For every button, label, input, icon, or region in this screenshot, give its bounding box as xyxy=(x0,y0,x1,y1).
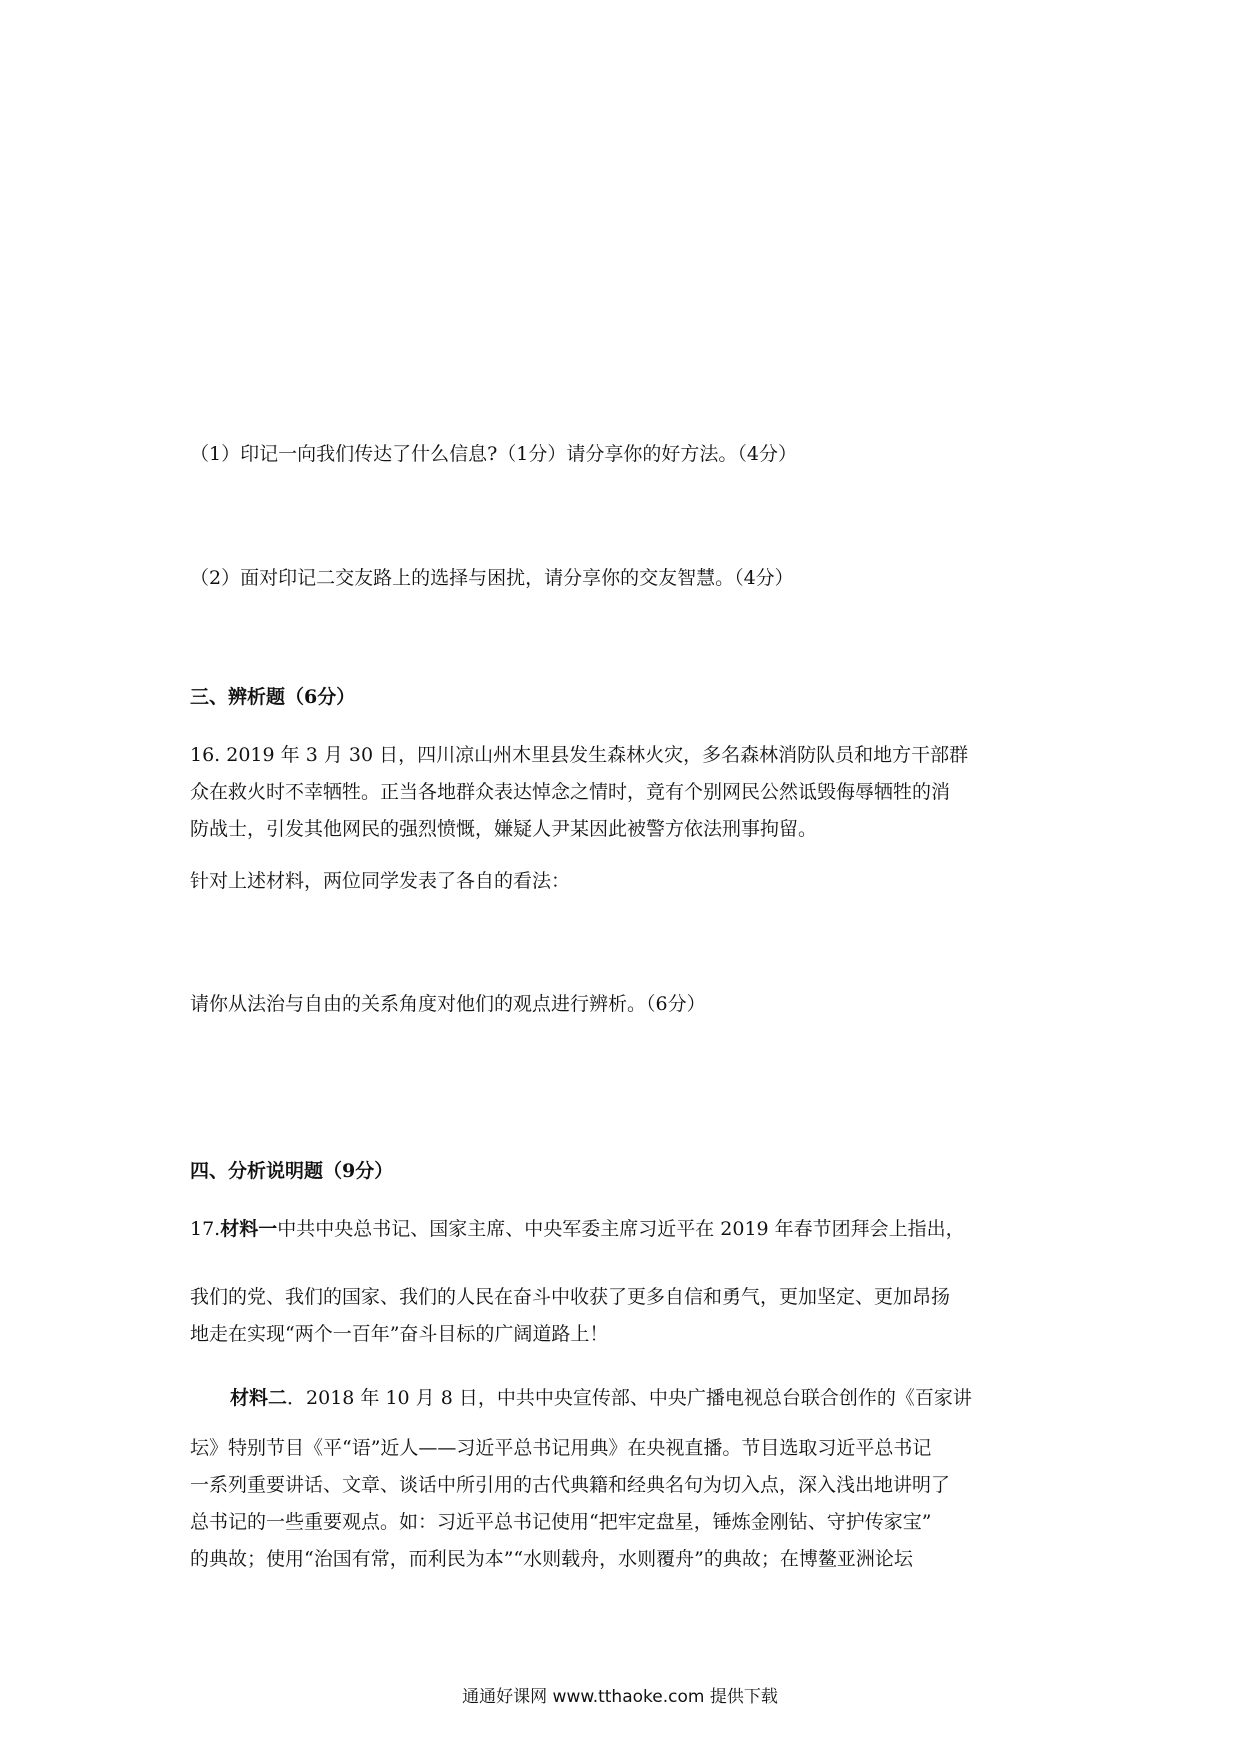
question-17-material-1-line-3: 地走在实现“两个一百年”奋斗目标的广阔道路上！ xyxy=(190,1323,609,1345)
question-16-line-1: 16. 2019 年 3 月 30 日，四川凉山州木里县发生森林火灾，多名森林消防队员和地方干部群 xyxy=(190,744,969,766)
section-4-heading: 四、分析说明题（9分） xyxy=(190,1160,394,1182)
question-17-material-2-line-4: 总书记的一些重要观点。如：习近平总书记使用“把牢定盘星，锤炼金刚钻、守护传家宝” xyxy=(190,1511,932,1533)
question-16-line-3: 防战士，引发其他网民的强烈愤慨，嫌疑人尹某因此被警方依法刑事拘留。 xyxy=(190,818,818,840)
material-1-text: 中共中央总书记、国家主席、中央军委主席习近平在 2019 年春节团拜会上指出， xyxy=(277,1218,965,1240)
question-17-material-2-line-2: 坛》特别节目《平“语”近人——习近平总书记用典》在央视直播。节目选取习近平总书记 xyxy=(190,1437,932,1459)
question-17-material-2-line-3: 一系列重要讲话、文章、谈话中所引用的古代典籍和经典名句为切入点，深入浅出地讲明了 xyxy=(190,1474,951,1496)
section-3-heading: 三、辨析题（6分） xyxy=(190,686,356,708)
material-2-label: 材料二 xyxy=(230,1387,288,1409)
page-footer: 通通好课网 www.tthaoke.com 提供下载 xyxy=(462,1687,778,1707)
question-15-part-1: （1）印记一向我们传达了什么信息?（1分）请分享你的好方法。（4分） xyxy=(190,443,797,465)
question-17-material-1-line-2: 我们的党、我们的国家、我们的人民在奋斗中收获了更多自信和勇气，更加坚定、更加昂扬 xyxy=(190,1286,951,1308)
material-2-text: ．2018 年 10 月 8 日，中共中央宣传部、中央广播电视总台联合创作的《百家讲 xyxy=(287,1387,972,1409)
material-1-label: 材料一 xyxy=(220,1218,278,1240)
question-16-line-4: 针对上述材料，两位同学发表了各自的看法： xyxy=(190,870,571,892)
question-16-task: 请你从法治与自由的关系角度对他们的观点进行辨析。（6分） xyxy=(190,993,706,1015)
question-17-material-2-line-5: 的典故；使用“治国有常，而利民为本”“水则载舟，水则覆舟”的典故；在博鳌亚洲论坛 xyxy=(190,1548,913,1570)
question-16-line-2: 众在救火时不幸牺牲。正当各地群众表达悼念之情时，竟有个别网民公然诋毁侮辱牺牲的消 xyxy=(190,781,951,803)
question-17-material-2-line-1 xyxy=(230,1386,972,1410)
question-17-material-1-line-1 xyxy=(190,1217,965,1241)
question-15-part-2: （2）面对印记二交友路上的选择与困扰，请分享你的交友智慧。（4分） xyxy=(190,567,794,589)
question-17-number: 17. xyxy=(190,1218,221,1240)
